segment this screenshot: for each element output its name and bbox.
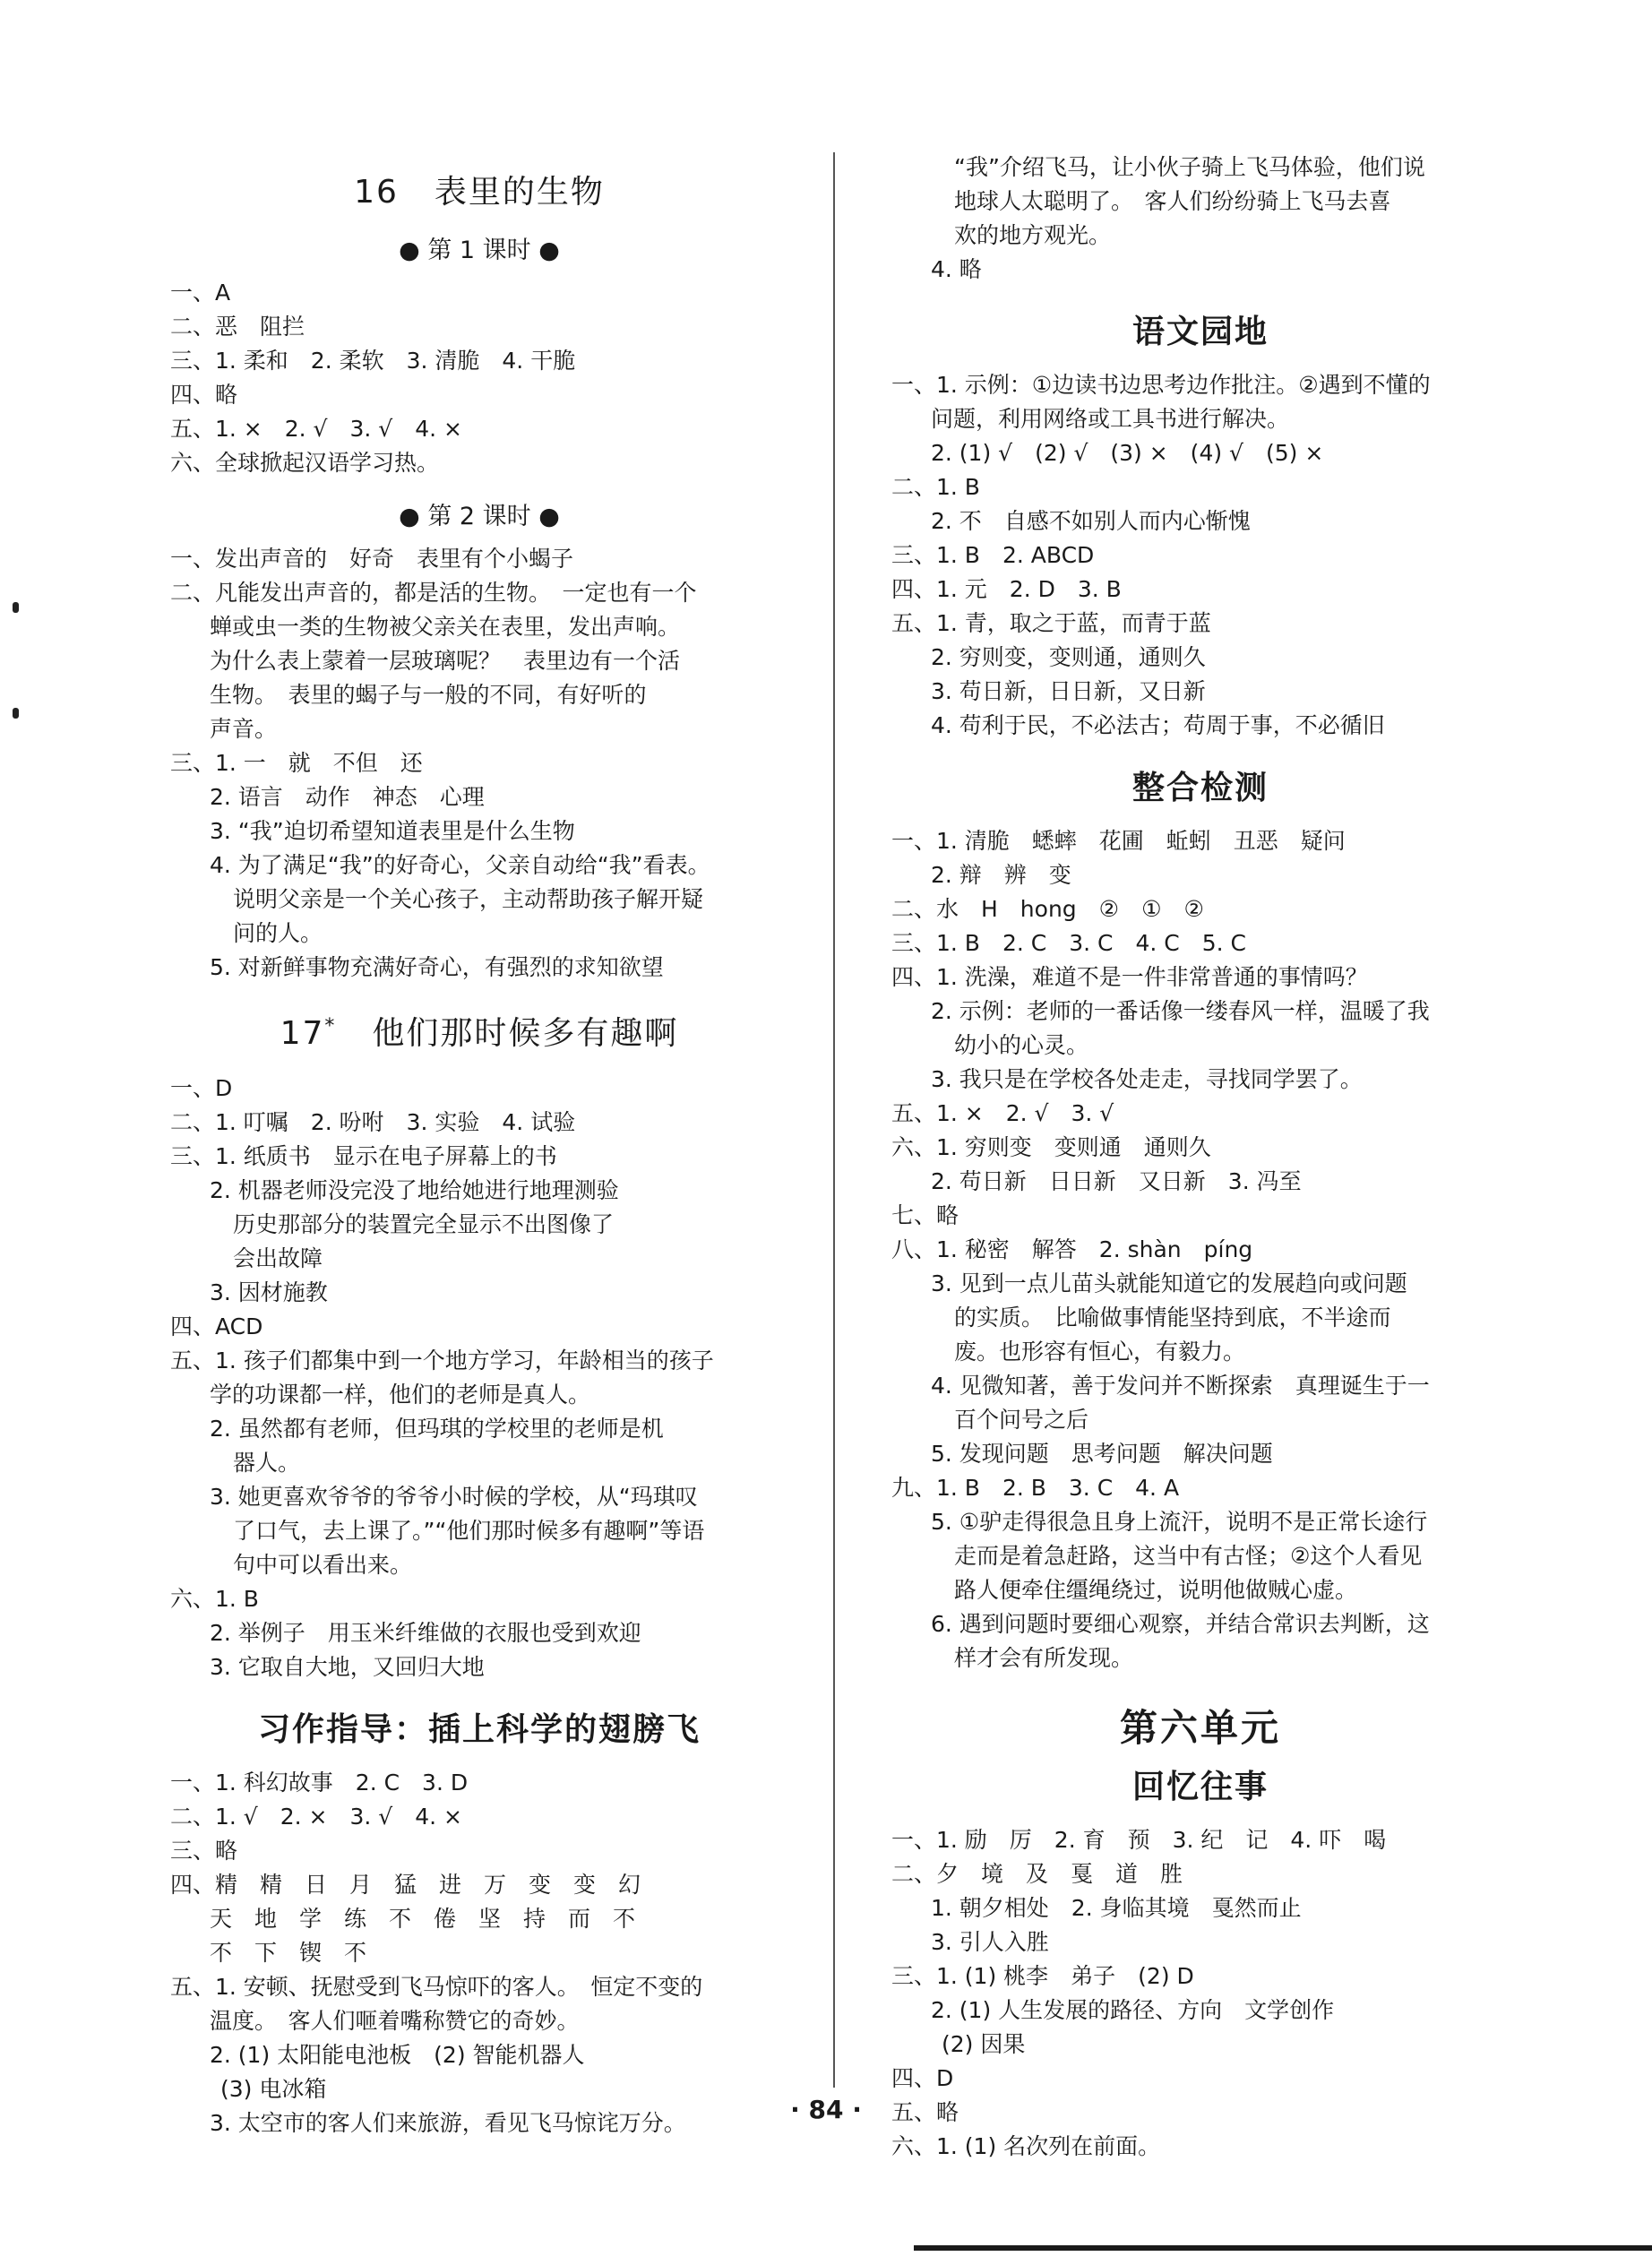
answer-line: 八、1. 秘密 解答 2. shàn píng bbox=[891, 1236, 1253, 1262]
answer-line: 3. 太空市的客人们来旅游，看见飞马惊诧万分。 bbox=[210, 2110, 686, 2136]
answer-line: 4. 见微知著，善于发问并不断探索 真理诞生于一 bbox=[931, 1373, 1430, 1399]
answer-line: 一、发出声音的 好奇 表里有个小蝎子 bbox=[170, 546, 574, 572]
answer-line: 九、1. B 2. B 3. C 4. A bbox=[891, 1475, 1180, 1501]
answer-line: 历史那部分的装置完全显示不出图像了 bbox=[233, 1211, 615, 1237]
answer-line: 四、D bbox=[891, 2065, 954, 2091]
answer-line: 蝉或虫一类的生物被父亲关在表里，发出声响。 bbox=[210, 614, 681, 640]
answer-line: 二、恶 阻拦 bbox=[170, 314, 305, 340]
lesson-title: 他们那时候多有趣啊 bbox=[372, 1015, 679, 1052]
answer-line: 三、1. B 2. ABCD bbox=[891, 542, 1095, 568]
answer-line: 3. 因材施教 bbox=[210, 1279, 328, 1305]
answer-line: 问的人。 bbox=[233, 920, 323, 946]
lesson-17-heading bbox=[170, 1008, 788, 1054]
answer-line: 2. 语言 动作 神态 心理 bbox=[210, 784, 485, 810]
answer-line: 四、精 精 日 月 猛 进 万 变 变 幻 bbox=[170, 1872, 641, 1898]
answer-line: 3. 她更喜欢爷爷的爷爷小时候的学校，从“玛琪叹 bbox=[210, 1484, 698, 1510]
answer-line: 走而是着急赶路，这当中有古怪；②这个人看见 bbox=[954, 1543, 1423, 1569]
recall-past-heading: 回忆往事 bbox=[1131, 1769, 1269, 1805]
answer-line: 4. 略 bbox=[931, 256, 982, 282]
answer-line: 二、凡能发出声音的，都是活的生物。 一定也有一个 bbox=[170, 580, 697, 606]
answer-line: 三、1. B 2. C 3. C 4. C 5. C bbox=[891, 930, 1246, 956]
answer-line: 5. 对新鲜事物充满好奇心，有强烈的求知欲望 bbox=[210, 954, 664, 980]
answer-line: 路人便牵住缰绳绕过，说明他做贼心虚。 bbox=[954, 1577, 1358, 1603]
answer-line: 会出故障 bbox=[233, 1245, 323, 1271]
margin-mark bbox=[13, 602, 19, 613]
lesson-16-heading bbox=[170, 167, 788, 212]
column-divider bbox=[833, 152, 835, 2088]
answer-line: 2. 穷则变，变则通，通则久 bbox=[931, 644, 1206, 670]
answer-line: 六、1. B bbox=[170, 1586, 259, 1612]
answer-line: 2. 示例：老师的一番话像一缕春风一样，温暖了我 bbox=[931, 998, 1430, 1024]
answer-line: 二、1. √ 2. × 3. √ 4. × bbox=[170, 1804, 462, 1830]
answer-line: 温度。 客人们咂着嘴称赞它的奇妙。 bbox=[210, 2008, 580, 2034]
lesson-title: 表里的生物 bbox=[434, 174, 605, 211]
period-1-heading: ● 第 1 课时 ● bbox=[399, 237, 560, 264]
answer-line: 六、1. (1) 名次列在前面。 bbox=[891, 2133, 1161, 2159]
answer-line: 了口气，去上课了。”“他们那时候多有趣啊”等语 bbox=[233, 1518, 705, 1544]
answer-line: 问题，利用网络或工具书进行解决。 bbox=[931, 406, 1290, 432]
answer-line: 一、1. 科幻故事 2. C 3. D bbox=[170, 1770, 469, 1796]
lesson-number: 16 bbox=[354, 174, 399, 211]
answer-line: 四、ACD bbox=[170, 1313, 263, 1339]
answer-line: 2. (1) √ (2) √ (3) × (4) √ (5) × bbox=[931, 440, 1324, 466]
answer-line: 2. 辩 辨 变 bbox=[931, 862, 1071, 888]
answer-line: 样才会有所发现。 bbox=[954, 1645, 1134, 1671]
answer-line: 一、D bbox=[170, 1075, 233, 1101]
answer-line: 天 地 学 练 不 倦 坚 持 而 不 bbox=[210, 1906, 636, 1932]
answer-line: 地球人太聪明了。 客人们纷纷骑上飞马去喜 bbox=[954, 188, 1391, 214]
answer-line: 2. 虽然都有老师，但玛琪的学校里的老师是机 bbox=[210, 1416, 664, 1442]
answer-line: 三、1. (1) 桃李 弟子 (2) D bbox=[891, 1963, 1194, 1989]
answer-line: 四、1. 洗澡，难道不是一件非常普通的事情吗？ bbox=[891, 964, 1368, 990]
answer-line: 5. ①驴走得很急且身上流汗，说明不是正常长途行 bbox=[931, 1509, 1428, 1535]
answer-line: 一、A bbox=[170, 280, 231, 306]
answer-line: 3. 苟日新，日日新，又日新 bbox=[931, 678, 1206, 704]
answer-line: 2. (1) 太阳能电池板 (2) 智能机器人 bbox=[210, 2042, 585, 2068]
answer-line: 3. 它取自大地，又回归大地 bbox=[210, 1654, 485, 1680]
answer-line: 五、1. 孩子们都集中到一个地方学习，年龄相当的孩子 bbox=[170, 1348, 714, 1374]
answer-line: 一、1. 清脆 蟋蟀 花圃 蚯蚓 丑恶 疑问 bbox=[891, 828, 1346, 854]
answer-line: 五、1. × 2. √ 3. √ 4. × bbox=[170, 416, 462, 442]
answer-line: 说明父亲是一个关心孩子，主动帮助孩子解开疑 bbox=[233, 886, 704, 912]
answer-line: 句中可以看出来。 bbox=[233, 1552, 413, 1578]
answer-line: 3. 见到一点儿苗头就能知道它的发展趋向或问题 bbox=[931, 1270, 1407, 1296]
answer-line: 三、略 bbox=[170, 1838, 238, 1864]
period-2-heading: ● 第 2 课时 ● bbox=[399, 503, 560, 530]
answer-line: 3. 我只是在学校各处走走，寻找同学罢了。 bbox=[931, 1066, 1363, 1092]
answer-line: 七、略 bbox=[891, 1202, 959, 1228]
answer-line: 五、1. 青，取之于蓝，而青于蓝 bbox=[891, 610, 1211, 636]
answer-line: 2. 机器老师没完没了地给她进行地理测验 bbox=[210, 1177, 619, 1203]
margin-mark bbox=[13, 708, 19, 719]
answer-line: 一、1. 励 厉 2. 育 预 3. 纪 记 4. 吓 喝 bbox=[891, 1827, 1387, 1853]
answer-line: 2. 举例子 用玉米纤维做的衣服也受到欢迎 bbox=[210, 1620, 641, 1646]
answer-line: 欢的地方观光。 bbox=[954, 222, 1112, 248]
answer-line: 三、1. 柔和 2. 柔软 3. 清脆 4. 干脆 bbox=[170, 348, 576, 374]
answer-line: 五、略 bbox=[891, 2099, 959, 2125]
answer-line: (2) 因果 bbox=[942, 2031, 1026, 2057]
answer-line: 生物。 表里的蝎子与一般的不同，有好听的 bbox=[210, 682, 647, 708]
lesson-number: 17* bbox=[280, 1015, 337, 1052]
answer-line: 2. 苟日新 日日新 又日新 3. 冯至 bbox=[931, 1168, 1302, 1194]
answer-line: 4. 苟利于民，不必法古；苟周于事，不必循旧 bbox=[931, 712, 1385, 738]
answer-line: 3. 引人入胜 bbox=[931, 1929, 1049, 1955]
answer-line: 2. (1) 人生发展的路径、方向 文学创作 bbox=[931, 1997, 1335, 2023]
left-column bbox=[170, 143, 788, 2140]
answer-line: 二、1. B bbox=[891, 474, 980, 500]
answer-line: 声音。 bbox=[210, 716, 278, 742]
answer-line: 五、1. 安顿、抚慰受到飞马惊吓的客人。 恒定不变的 bbox=[170, 1974, 703, 2000]
answer-line: 六、1. 穷则变 变则通 通则久 bbox=[891, 1134, 1211, 1160]
answer-line: 1. 朝夕相处 2. 身临其境 戛然而止 bbox=[931, 1895, 1302, 1921]
answer-line: 为什么表上蒙着一层玻璃呢？ 表里边有一个活 bbox=[210, 648, 681, 674]
integrated-test-heading: 整合检测 bbox=[1131, 770, 1269, 806]
answer-line: 六、全球掀起汉语学习热。 bbox=[170, 450, 440, 476]
answer-line: 百个问号之后 bbox=[954, 1407, 1089, 1433]
answer-line: 不 下 锲 不 bbox=[210, 1940, 367, 1966]
answer-line: 6. 遇到问题时要细心观察，并结合常识去判断，这 bbox=[931, 1611, 1430, 1637]
answer-line: 一、1. 示例：①边读书边思考边作批注。②遇到不懂的 bbox=[891, 372, 1431, 398]
answer-line: 二、夕 境 及 戛 道 胜 bbox=[891, 1861, 1183, 1887]
answer-line: 三、1. 一 就 不但 还 bbox=[170, 750, 423, 776]
answer-line: 四、略 bbox=[170, 382, 238, 408]
answer-line: 3. “我”迫切希望知道表里是什么生物 bbox=[210, 818, 575, 844]
unit-6-heading: 第六单元 bbox=[1119, 1706, 1281, 1750]
page-number: · 84 · bbox=[790, 2095, 862, 2124]
answer-line: 2. 不 自感不如别人而内心惭愧 bbox=[931, 508, 1251, 534]
answer-line: 三、1. 纸质书 显示在电子屏幕上的书 bbox=[170, 1143, 557, 1169]
chinese-garden-heading: 语文园地 bbox=[1131, 314, 1269, 350]
answer-line: 的实质。 比喻做事情能坚持到底，不半途而 bbox=[954, 1305, 1391, 1331]
answer-line: 二、水 H hong ② ① ② bbox=[891, 896, 1204, 922]
answer-line: 学的功课都一样，他们的老师是真人。 bbox=[210, 1382, 591, 1408]
answer-line: 器人。 bbox=[233, 1450, 301, 1476]
answer-line: 五、1. × 2. √ 3. √ bbox=[891, 1100, 1114, 1126]
answer-line: 幼小的心灵。 bbox=[954, 1032, 1089, 1058]
answer-line: 二、1. 叮嘱 2. 吩咐 3. 实验 4. 试验 bbox=[170, 1109, 576, 1135]
answer-line: 废。也形容有恒心，有毅力。 bbox=[954, 1339, 1246, 1365]
answer-line: 4. 为了满足“我”的好奇心，父亲自动给“我”看表。 bbox=[210, 852, 710, 878]
answer-line: (3) 电冰箱 bbox=[220, 2076, 327, 2102]
answer-line: 四、1. 元 2. D 3. B bbox=[891, 576, 1122, 602]
answer-line: “我”介绍飞马，让小伙子骑上飞马体验，他们说 bbox=[954, 154, 1425, 180]
writing-guide-heading: 习作指导：插上科学的翅膀飞 bbox=[257, 1711, 701, 1748]
bottom-edge-rule bbox=[914, 2245, 1652, 2251]
right-column bbox=[891, 151, 1510, 2164]
answer-line: 5. 发现问题 思考问题 解决问题 bbox=[931, 1441, 1273, 1467]
